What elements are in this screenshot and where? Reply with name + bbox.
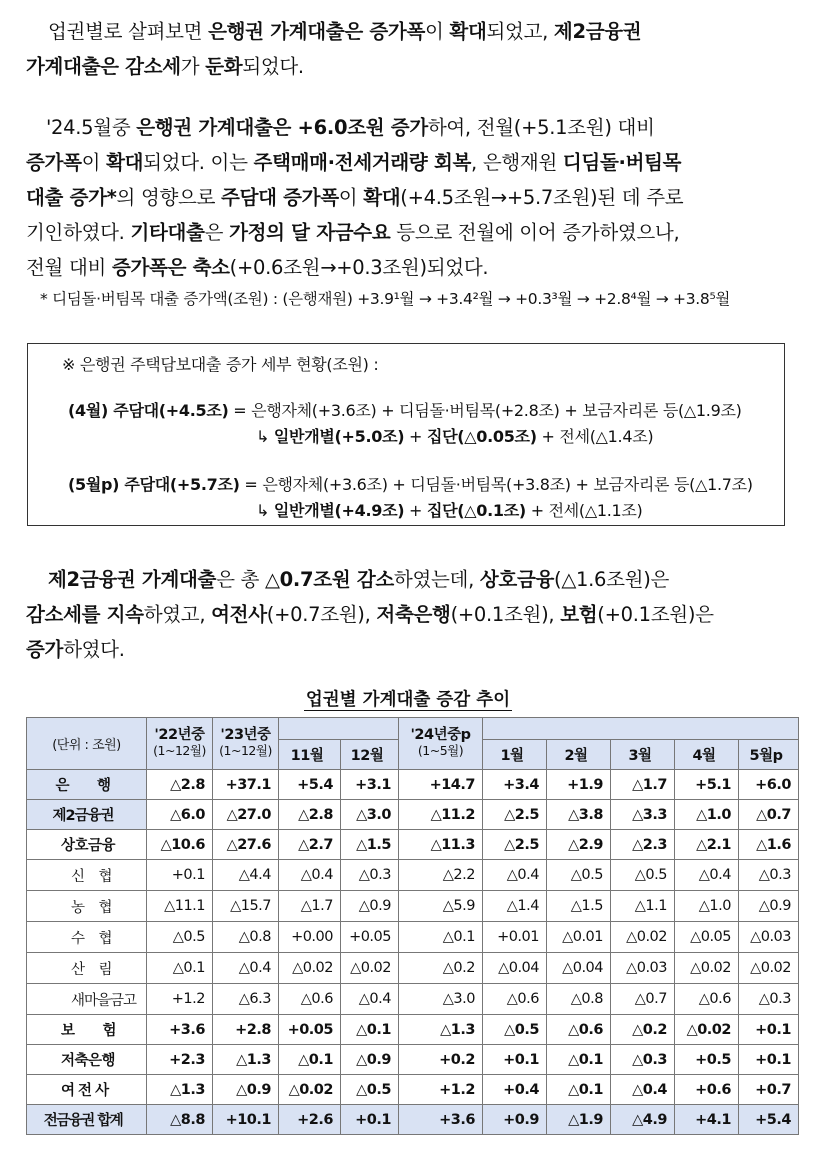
table-row xyxy=(27,800,799,830)
p3-line3: 증가하였다. xyxy=(26,638,125,661)
cell-value: △1.3 xyxy=(399,1015,483,1045)
cell-value: △0.4 xyxy=(483,860,547,891)
cell-value: △27.0 xyxy=(213,800,279,830)
row-label: 농 협 xyxy=(27,891,147,922)
p2-line1: '24.5월중 은행권 가계대출은 +6.0조원 증가하여, 전월(+5.1조원) 대비 xyxy=(46,116,655,139)
table-row xyxy=(27,891,799,922)
cell-value: △2.1 xyxy=(675,830,739,860)
cell-value: △0.5 xyxy=(341,1075,399,1105)
box-may-line2: ↳ 일반개별(+4.9조) + 집단(△0.1조) + 전세(△1.1조) xyxy=(256,501,643,520)
cell-value: △0.8 xyxy=(213,922,279,953)
cell-value: +0.01 xyxy=(483,922,547,953)
table-row xyxy=(27,860,799,891)
cell-value: △0.1 xyxy=(279,1045,341,1075)
cell-value: △0.7 xyxy=(611,984,675,1015)
total-row xyxy=(27,1105,799,1135)
cell-value: △0.5 xyxy=(611,860,675,891)
cell-value: △2.5 xyxy=(483,800,547,830)
cell-value: △0.9 xyxy=(739,891,799,922)
row-label: 전금융권 합계 xyxy=(27,1105,147,1135)
header-2024: '24년중p (1~5월) xyxy=(399,718,483,770)
cell-value: △0.5 xyxy=(483,1015,547,1045)
p1-line2: 가계대출은 감소세가 둔화되었다. xyxy=(26,55,304,78)
header-may: 5월p xyxy=(739,740,799,770)
cell-value: +0.05 xyxy=(341,922,399,953)
mortgage-detail-box xyxy=(27,343,785,526)
cell-value: △3.3 xyxy=(611,800,675,830)
cell-value: △0.02 xyxy=(675,953,739,984)
cell-value: △1.3 xyxy=(213,1045,279,1075)
cell-value: △0.8 xyxy=(547,984,611,1015)
table-row xyxy=(27,1015,799,1045)
cell-value: +0.00 xyxy=(279,922,341,953)
cell-value: △1.0 xyxy=(675,800,739,830)
cell-value: +2.3 xyxy=(147,1045,213,1075)
cell-value: △1.9 xyxy=(547,1105,611,1135)
cell-value: △11.2 xyxy=(399,800,483,830)
cell-value: +0.7 xyxy=(739,1075,799,1105)
cell-value: △3.8 xyxy=(547,800,611,830)
cell-value: △0.4 xyxy=(279,860,341,891)
table-row xyxy=(27,922,799,953)
cell-value: +5.4 xyxy=(279,770,341,800)
cell-value: △0.9 xyxy=(341,891,399,922)
cell-value: +0.1 xyxy=(483,1045,547,1075)
cell-value: △1.1 xyxy=(611,891,675,922)
cell-value: △0.02 xyxy=(739,953,799,984)
cell-value: △0.7 xyxy=(739,800,799,830)
header-2023-months-span xyxy=(279,718,399,740)
cell-value: △0.02 xyxy=(341,953,399,984)
p2-line4: 기인하였다. 기타대출은 가정의 달 자금수요 등으로 전월에 이어 증가하였으나, xyxy=(26,221,680,244)
cell-value: △0.5 xyxy=(547,860,611,891)
loan-table xyxy=(26,717,799,1135)
cell-value: △6.0 xyxy=(147,800,213,830)
cell-value: +0.6 xyxy=(675,1075,739,1105)
cell-value: +0.5 xyxy=(675,1045,739,1075)
cell-value: △2.7 xyxy=(279,830,341,860)
cell-value: △11.3 xyxy=(399,830,483,860)
cell-value: △10.6 xyxy=(147,830,213,860)
row-label: 수 협 xyxy=(27,922,147,953)
cell-value: △1.5 xyxy=(547,891,611,922)
row-label: 여 전 사 xyxy=(27,1075,147,1105)
cell-value: +2.6 xyxy=(279,1105,341,1135)
cell-value: △6.3 xyxy=(213,984,279,1015)
cell-value: △27.6 xyxy=(213,830,279,860)
cell-value: △8.8 xyxy=(147,1105,213,1135)
cell-value: △0.1 xyxy=(547,1045,611,1075)
cell-value: △0.3 xyxy=(739,984,799,1015)
cell-value: △0.6 xyxy=(547,1015,611,1045)
cell-value: △0.4 xyxy=(611,1075,675,1105)
cell-value: △0.9 xyxy=(341,1045,399,1075)
cell-value: △1.4 xyxy=(483,891,547,922)
header-apr: 4월 xyxy=(675,740,739,770)
cell-value: △2.5 xyxy=(483,830,547,860)
cell-value: +3.4 xyxy=(483,770,547,800)
cell-value: △2.8 xyxy=(147,770,213,800)
header-2022: '22년중 (1~12월) xyxy=(147,718,213,770)
cell-value: +0.1 xyxy=(341,1105,399,1135)
box-apr-line1: (4월) 주담대(+4.5조) = 은행자체(+3.6조) + 디딤돌·버팀목(+2.8조) + 보금자리론 등(△1.9조) xyxy=(68,401,742,420)
row-label: 상호금융 xyxy=(27,830,147,860)
cell-value: △5.9 xyxy=(399,891,483,922)
cell-value: △0.4 xyxy=(675,860,739,891)
table-row xyxy=(27,1045,799,1075)
cell-value: △4.4 xyxy=(213,860,279,891)
cell-value: +6.0 xyxy=(739,770,799,800)
cell-value: +0.2 xyxy=(399,1045,483,1075)
cell-value: △0.9 xyxy=(213,1075,279,1105)
table-title: 업권별 가계대출 증감 추이 xyxy=(305,690,511,710)
cell-value: △1.0 xyxy=(675,891,739,922)
box-may-line1: (5월p) 주담대(+5.7조) = 은행자체(+3.6조) + 디딤돌·버팀목(+3.8조) + 보금자리론 등(△1.7조) xyxy=(68,475,753,494)
cell-value: △15.7 xyxy=(213,891,279,922)
row-label: 산 림 xyxy=(27,953,147,984)
header-dec: 12월 xyxy=(341,740,399,770)
p2-line5: 전월 대비 증가폭은 축소(+0.6조원→+0.3조원)되었다. xyxy=(26,256,489,279)
header-2023: '23년중 (1~12월) xyxy=(213,718,279,770)
p3-line1: 제2금융권 가계대출은 총 △0.7조원 감소하였는데, 상호금융(△1.6조원)은 xyxy=(48,568,670,591)
row-label: 제2금융권 xyxy=(27,800,147,830)
cell-value: △11.1 xyxy=(147,891,213,922)
cell-value: △0.1 xyxy=(547,1075,611,1105)
cell-value: △0.04 xyxy=(547,953,611,984)
table-row xyxy=(27,984,799,1015)
cell-value: +5.1 xyxy=(675,770,739,800)
cell-value: △2.8 xyxy=(279,800,341,830)
table-row xyxy=(27,1075,799,1105)
cell-value: +1.2 xyxy=(399,1075,483,1105)
cell-value: +3.6 xyxy=(147,1015,213,1045)
cell-value: △0.02 xyxy=(279,1075,341,1105)
cell-value: +2.8 xyxy=(213,1015,279,1045)
cell-value: △3.0 xyxy=(341,800,399,830)
cell-value: +0.9 xyxy=(483,1105,547,1135)
cell-value: △0.2 xyxy=(399,953,483,984)
p3-line2: 감소세를 지속하였고, 여전사(+0.7조원), 저축은행(+0.1조원), 보험(+0.1조원)은 xyxy=(26,603,714,626)
row-label: 은 행 xyxy=(27,770,147,800)
cell-value: △3.0 xyxy=(399,984,483,1015)
cell-value: +5.4 xyxy=(739,1105,799,1135)
p2-line2: 증가폭이 확대되었다. 이는 주택매매·전세거래량 회복, 은행재원 디딤돌·버팀목 xyxy=(26,151,682,174)
cell-value: +3.1 xyxy=(341,770,399,800)
cell-value: △0.01 xyxy=(547,922,611,953)
cell-value: △0.6 xyxy=(483,984,547,1015)
cell-value: △0.1 xyxy=(341,1015,399,1045)
row-label: 저축은행 xyxy=(27,1045,147,1075)
cell-value: △0.1 xyxy=(399,922,483,953)
paragraph-2 xyxy=(26,110,792,285)
cell-value: +1.2 xyxy=(147,984,213,1015)
cell-value: +0.1 xyxy=(739,1015,799,1045)
box-title: ※ 은행권 주택담보대출 증가 세부 현황(조원) : xyxy=(62,355,379,374)
cell-value: △0.02 xyxy=(279,953,341,984)
p1-line1: 업권별로 살펴보면 은행권 가계대출은 증가폭이 확대되었고, 제2금융권 xyxy=(48,20,642,43)
cell-value: △4.9 xyxy=(611,1105,675,1135)
row-label: 보 험 xyxy=(27,1015,147,1045)
paragraph-3 xyxy=(26,562,792,667)
cell-value: △0.03 xyxy=(611,953,675,984)
cell-value: +14.7 xyxy=(399,770,483,800)
cell-value: △0.3 xyxy=(611,1045,675,1075)
p2-line3: 대출 증가*의 영향으로 주담대 증가폭이 확대(+4.5조원→+5.7조원)된 데 주로 xyxy=(26,186,684,209)
cell-value: △0.6 xyxy=(279,984,341,1015)
row-label: 새마을금고 xyxy=(27,984,147,1015)
cell-value: △0.1 xyxy=(147,953,213,984)
cell-value: △0.03 xyxy=(739,922,799,953)
header-mar: 3월 xyxy=(611,740,675,770)
cell-value: △2.3 xyxy=(611,830,675,860)
header-nov: 11월 xyxy=(279,740,341,770)
box-apr-line2: ↳ 일반개별(+5.0조) + 집단(△0.05조) + 전세(△1.4조) xyxy=(256,427,654,446)
cell-value: △0.02 xyxy=(611,922,675,953)
table-row xyxy=(27,770,799,800)
cell-value: +0.1 xyxy=(147,860,213,891)
table-body xyxy=(27,770,799,1135)
header-jan: 1월 xyxy=(483,740,547,770)
unit-header: (단위 : 조원) xyxy=(27,718,147,770)
cell-value: +10.1 xyxy=(213,1105,279,1135)
cell-value: △0.02 xyxy=(675,1015,739,1045)
cell-value: +0.05 xyxy=(279,1015,341,1045)
table-row xyxy=(27,953,799,984)
cell-value: △1.6 xyxy=(739,830,799,860)
header-feb: 2월 xyxy=(547,740,611,770)
cell-value: +1.9 xyxy=(547,770,611,800)
cell-value: +3.6 xyxy=(399,1105,483,1135)
cell-value: △1.7 xyxy=(279,891,341,922)
cell-value: +0.1 xyxy=(739,1045,799,1075)
cell-value: +37.1 xyxy=(213,770,279,800)
cell-value: △2.9 xyxy=(547,830,611,860)
table-row xyxy=(27,830,799,860)
paragraph-1 xyxy=(26,14,792,84)
cell-value: +4.1 xyxy=(675,1105,739,1135)
cell-value: △0.3 xyxy=(739,860,799,891)
cell-value: △1.3 xyxy=(147,1075,213,1105)
row-label: 신 협 xyxy=(27,860,147,891)
cell-value: △0.2 xyxy=(611,1015,675,1045)
cell-value: +0.4 xyxy=(483,1075,547,1105)
footnote: * 디딤돌·버팀목 대출 증가액(조원) : (은행재원) +3.9¹월 → +3.4²월 → +0.3³월 → +2.8⁴월 → +3.8⁵월 xyxy=(40,290,731,308)
cell-value: △0.3 xyxy=(341,860,399,891)
cell-value: △0.5 xyxy=(147,922,213,953)
cell-value: △1.5 xyxy=(341,830,399,860)
cell-value: △0.4 xyxy=(341,984,399,1015)
cell-value: △0.05 xyxy=(675,922,739,953)
cell-value: △1.7 xyxy=(611,770,675,800)
cell-value: △0.6 xyxy=(675,984,739,1015)
cell-value: △0.4 xyxy=(213,953,279,984)
cell-value: △2.2 xyxy=(399,860,483,891)
cell-value: △0.04 xyxy=(483,953,547,984)
header-2024-months-span xyxy=(483,718,799,740)
